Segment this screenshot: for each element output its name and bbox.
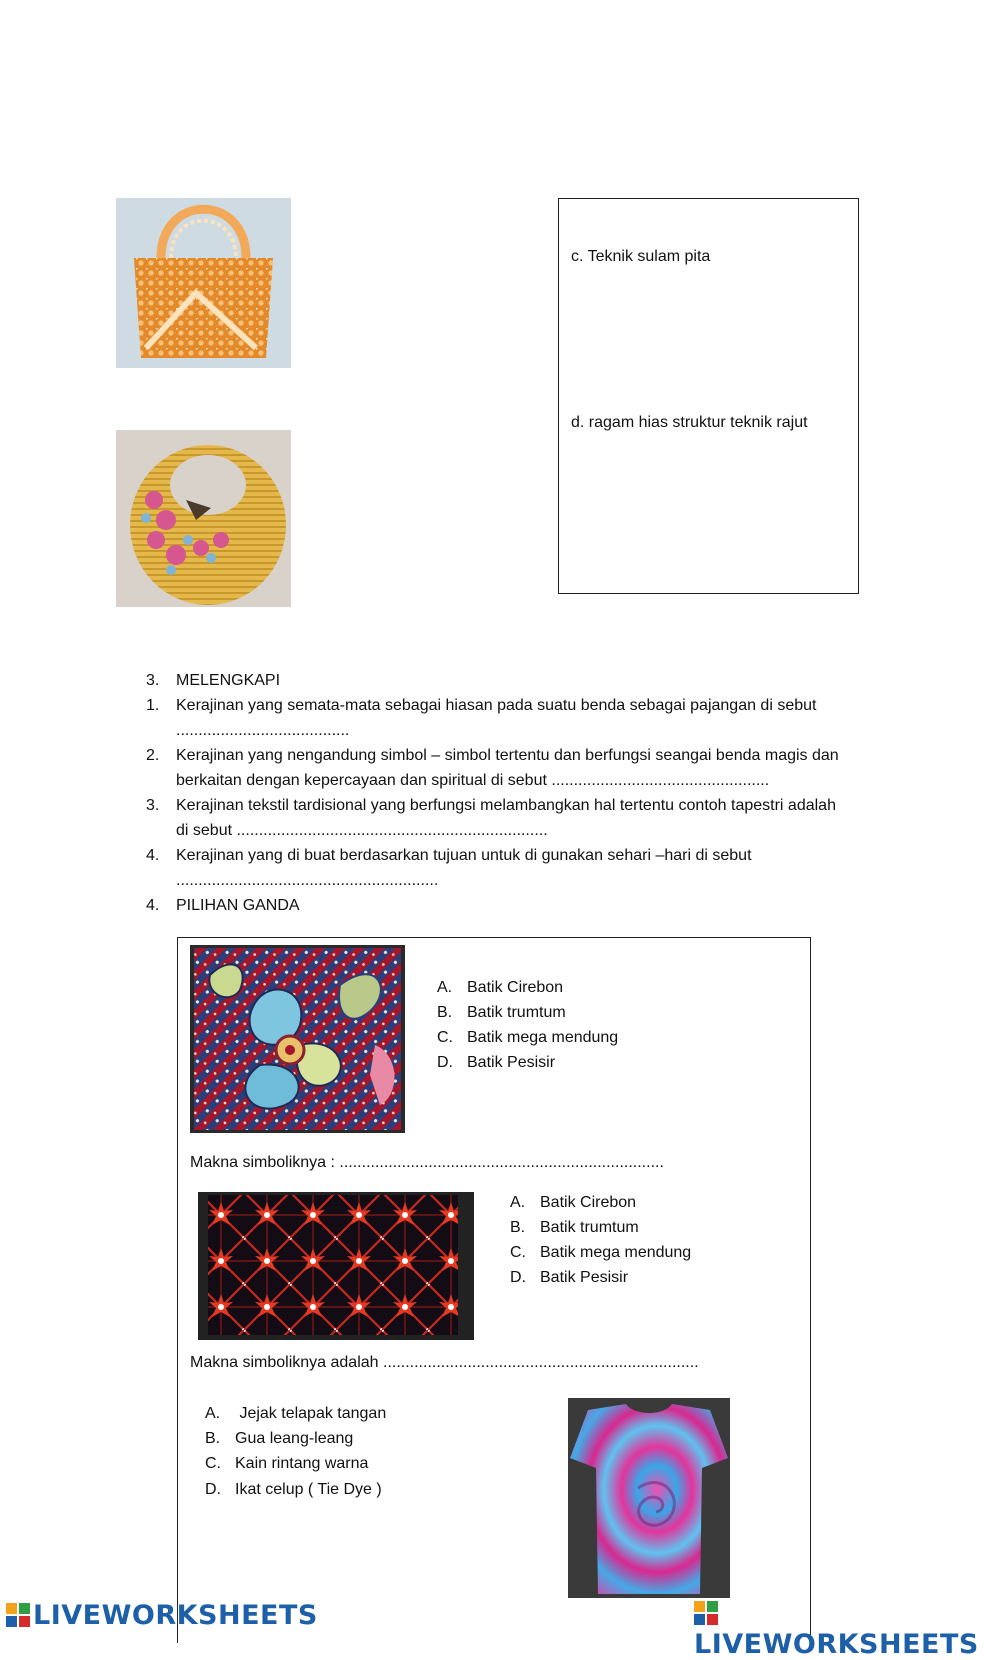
- q1-option[interactable]: A. Batik Cirebon: [437, 979, 564, 996]
- q2-prompt[interactable]: Makna simboliknya adalah .......................................................................: [190, 1354, 699, 1371]
- section-pilihan-title: PILIHAN GANDA: [176, 897, 300, 914]
- q1-option[interactable]: D. Batik Pesisir: [437, 1054, 556, 1071]
- answer-blank[interactable]: .......................................: [176, 722, 350, 739]
- section-pilihan-heading: 4. PILIHAN GANDA: [146, 897, 300, 914]
- q3-option[interactable]: C. Kain rintang warna: [205, 1455, 369, 1472]
- liveworksheets-mark-icon: [694, 1601, 718, 1625]
- orange-macrame-bag-icon: [116, 198, 291, 368]
- answer-blank[interactable]: berkaitan dengan kepercayaan dan spiritual di sebut .................................................: [176, 772, 770, 789]
- matching-option-d: d. ragam hias struktur teknik rajut: [571, 414, 808, 431]
- item-line: Kerajinan yang semata-mata sebagai hiasan pada suatu benda sebagai pajangan di sebut: [176, 697, 817, 714]
- section-melengkapi-heading: 3. MELENGKAPI: [146, 672, 281, 689]
- item-line: Kerajinan yang di buat berdasarkan tujuan untuk di gunakan sehari –hari di sebut: [176, 847, 752, 864]
- batik-star-image: [198, 1192, 474, 1340]
- batik-floral-icon: [190, 945, 405, 1133]
- tie-dye-shirt-icon: [568, 1398, 730, 1598]
- yellow-woven-bag-icon: [116, 430, 291, 607]
- item-line: Kerajinan yang nengandung simbol – simbol tertentu dan berfungsi seangai benda magis dan: [176, 747, 839, 764]
- section-melengkapi-title: MELENGKAPI: [176, 672, 281, 689]
- liveworksheets-logo-left[interactable]: LIVEWORKSHEETS: [6, 1600, 318, 1631]
- liveworksheets-mark-icon: [6, 1603, 30, 1627]
- q3-option[interactable]: B. Gua leang-leang: [205, 1430, 354, 1447]
- q2-option[interactable]: C. Batik mega mendung: [510, 1244, 692, 1261]
- item-line: Kerajinan tekstil tardisional yang berfungsi melambangkan hal tertentu contoh tapestri adalah: [176, 797, 836, 814]
- q2-option[interactable]: A. Batik Cirebon: [510, 1194, 637, 1211]
- q1-option[interactable]: C. Batik mega mendung: [437, 1029, 619, 1046]
- matching-option-c: c. Teknik sulam pita: [571, 248, 711, 265]
- batik-floral-image: [190, 945, 405, 1133]
- q3-option[interactable]: D. Ikat celup ( Tie Dye ): [205, 1481, 382, 1498]
- tie-dye-shirt-image: [568, 1398, 730, 1598]
- q3-option[interactable]: A. Jejak telapak tangan: [205, 1405, 387, 1422]
- answer-blank[interactable]: di sebut ......................................................................: [176, 822, 548, 839]
- q2-option[interactable]: D. Batik Pesisir: [510, 1269, 629, 1286]
- batik-star-icon: [198, 1192, 474, 1340]
- answer-blank[interactable]: ...........................................................: [176, 872, 439, 889]
- q1-prompt[interactable]: Makna simboliknya : .........................................................................: [190, 1154, 664, 1171]
- yellow-woven-bag-image: [116, 430, 291, 607]
- orange-macrame-bag-image: [116, 198, 291, 368]
- liveworksheets-logo-right[interactable]: LIVEWORKSHEETS: [694, 1598, 1000, 1660]
- q2-option[interactable]: B. Batik trumtum: [510, 1219, 639, 1236]
- q1-option[interactable]: B. Batik trumtum: [437, 1004, 566, 1021]
